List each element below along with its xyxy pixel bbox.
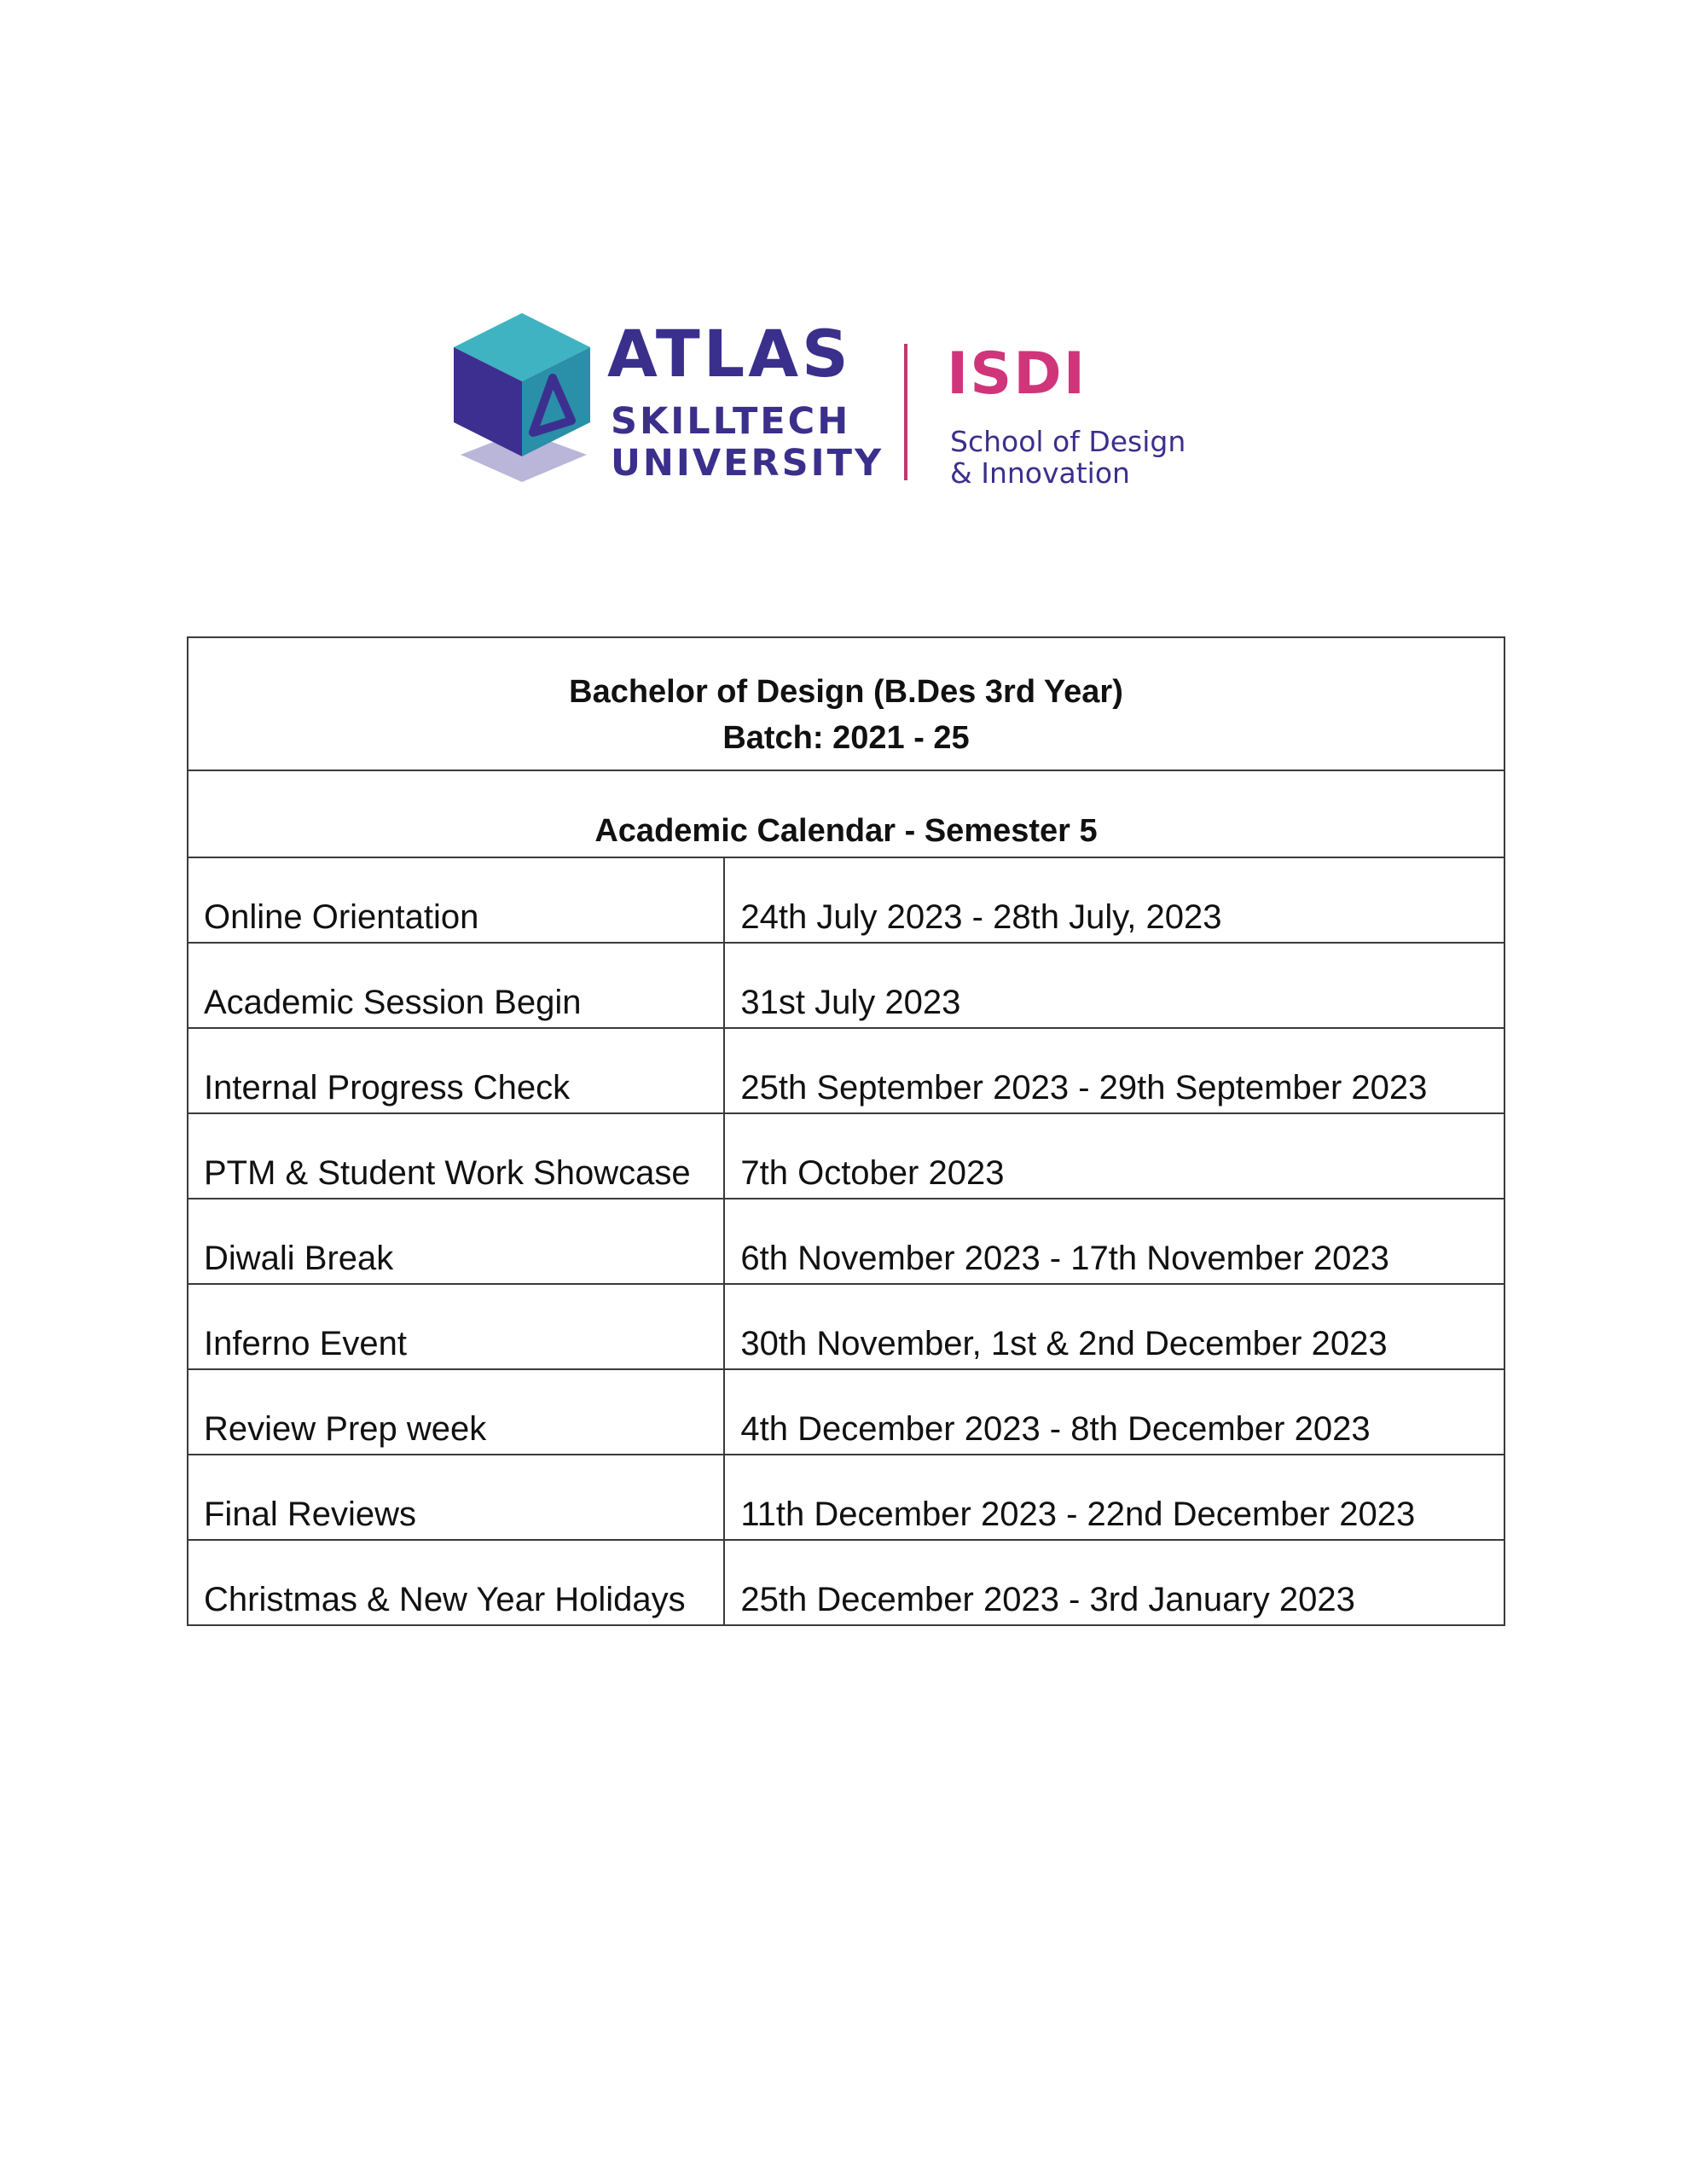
event-name-cell: Christmas & New Year Holidays (188, 1540, 724, 1625)
table-row (188, 1028, 1504, 1113)
event-date-cell: 7th October 2023 (724, 1113, 1504, 1199)
skilltech-wordmark: SKILLTECH (611, 400, 851, 443)
table-row (188, 943, 1504, 1028)
event-name-cell: Academic Session Begin (188, 943, 724, 1028)
event-date-cell: 30th November, 1st & 2nd December 2023 (724, 1284, 1504, 1369)
cube-logo-icon (452, 303, 593, 495)
event-name-cell: Final Reviews (188, 1455, 724, 1540)
program-header-row (188, 637, 1504, 770)
isdi-subtitle-line1: School of Design (950, 425, 1186, 458)
event-date-cell: 31st July 2023 (724, 943, 1504, 1028)
university-logo (452, 303, 1220, 499)
isdi-wordmark: ISDI (947, 340, 1087, 408)
table-row (188, 1455, 1504, 1540)
calendar-title: Academic Calendar - Semester 5 (188, 770, 1504, 857)
event-date-cell: 25th December 2023 - 3rd January 2023 (724, 1540, 1504, 1625)
event-name-cell: PTM & Student Work Showcase (188, 1113, 724, 1199)
event-name-cell: Diwali Break (188, 1199, 724, 1284)
event-name-cell: Inferno Event (188, 1284, 724, 1369)
calendar-title-row (188, 770, 1504, 857)
program-title: Bachelor of Design (B.Des 3rd Year) (569, 674, 1123, 710)
table-row (188, 1369, 1504, 1455)
table-row (188, 1284, 1504, 1369)
logo-divider (904, 344, 907, 480)
isdi-subtitle-line2: & Innovation (950, 456, 1130, 490)
event-date-cell: 11th December 2023 - 22nd December 2023 (724, 1455, 1504, 1540)
event-name-cell: Internal Progress Check (188, 1028, 724, 1113)
program-header-cell (188, 637, 1504, 770)
event-name-cell: Review Prep week (188, 1369, 724, 1455)
event-date-cell: 24th July 2023 - 28th July, 2023 (724, 857, 1504, 943)
event-date-cell: 6th November 2023 - 17th November 2023 (724, 1199, 1504, 1284)
event-date-cell: 4th December 2023 - 8th December 2023 (724, 1369, 1504, 1455)
academic-calendar-table (187, 636, 1505, 1626)
table-row (188, 857, 1504, 943)
university-wordmark: UNIVERSITY (611, 442, 884, 485)
table-row (188, 1199, 1504, 1284)
table-row (188, 1113, 1504, 1199)
batch-label: Batch: 2021 - 25 (722, 720, 970, 756)
table-row (188, 1540, 1504, 1625)
event-name-cell: Online Orientation (188, 857, 724, 943)
event-date-cell: 25th September 2023 - 29th September 2023 (724, 1028, 1504, 1113)
atlas-wordmark: ATLAS (607, 316, 852, 392)
